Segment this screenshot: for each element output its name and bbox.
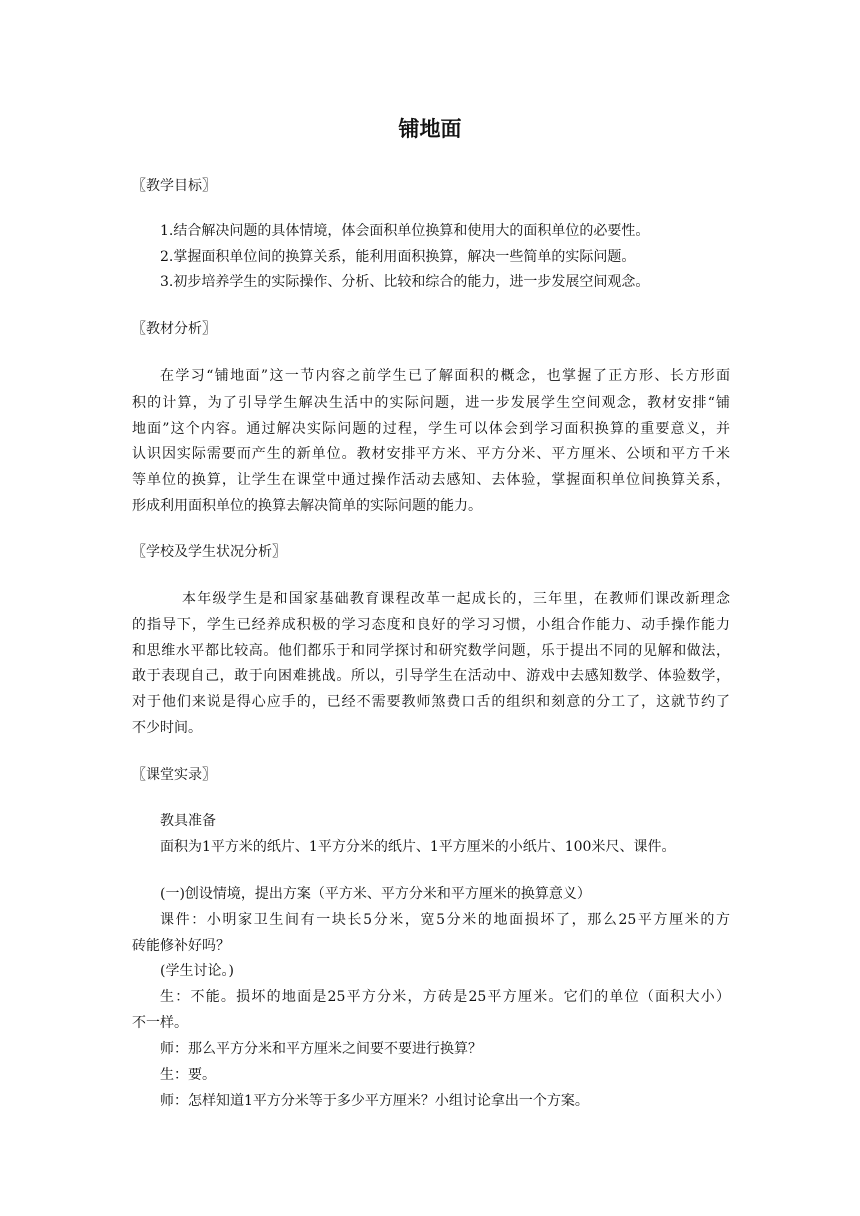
record-heading: 〖课堂实录〗 — [132, 767, 216, 783]
paragraph-line: 地面”这个内容。通过解决实际问题的过程，学生可以体会到学习面积换算的重要意义，并 — [132, 421, 730, 437]
paragraph-line: 不少时间。 — [132, 720, 202, 736]
record-line: 课件：小明家卫生间有一块长5分米，宽5分米的地面损坏了，那么25平方厘米的方 — [160, 912, 730, 928]
paragraph-line: 积的计算，为了引导学生解决生活中的实际问题，进一步发展学生空间观念，教材安排“铺 — [132, 395, 730, 411]
paragraph-line: 本年级学生是和国家基础教育课程改革一起成长的，三年里，在教师们课改新理念 — [182, 591, 730, 607]
goal-item: 3.初步培养学生的实际操作、分析、比较和综合的能力，进一步发展空间观念。 — [160, 274, 650, 290]
material-heading: 〖教材分析〗 — [132, 321, 216, 337]
record-line: 砖能修补好吗？ — [132, 938, 230, 954]
paragraph-line: 和思维水平都比较高。他们都乐于和同学探讨和研究数学问题，乐于提出不同的见解和做法， — [132, 643, 730, 659]
record-line: 师：怎样知道1平方分米等于多少平方厘米？小组讨论拿出一个方案。 — [160, 1093, 589, 1109]
record-line: (一)创设情境，提出方案（平方米、平方分米和平方厘米的换算意义） — [160, 886, 591, 902]
tools-label: 教具准备 — [160, 813, 216, 829]
record-line: 生：不能。损坏的地面是25平方分米，方砖是25平方厘米。它们的单位（面积大小） — [160, 989, 730, 1005]
students-heading: 〖学校及学生状况分析〗 — [132, 544, 286, 560]
page-title: 铺地面 — [398, 117, 462, 141]
tools-list: 面积为1平方米的纸片、1平方分米的纸片、1平方厘米的小纸片、100米尺、课件。 — [160, 839, 676, 855]
paragraph-line: 在学习“铺地面”这一节内容之前学生已了解面积的概念，也掌握了正方形、长方形面 — [160, 368, 730, 384]
goal-item: 1.结合解决问题的具体情境，体会面积单位换算和使用大的面积单位的必要性。 — [160, 223, 650, 239]
paragraph-line: 等单位的换算，让学生在课堂中通过操作活动去感知、去体验，掌握面积单位间换算关系， — [132, 472, 730, 488]
record-line: 师：那么平方分米和平方厘米之间要不要进行换算？ — [160, 1041, 482, 1057]
paragraph-line: 的指导下，学生已经养成积极的学习态度和良好的学习习惯，小组合作能力、动手操作能力 — [132, 617, 730, 633]
goal-item: 2.掌握面积单位间的换算关系，能利用面积换算，解决一些简单的实际问题。 — [160, 249, 636, 265]
paragraph-line: 形成利用面积单位的换算去解决简单的实际问题的能力。 — [132, 498, 482, 514]
paragraph-line: 对于他们来说是得心应手的，已经不需要教师煞费口舌的组织和刻意的分工了，这就节约了 — [132, 694, 730, 710]
paragraph-line: 敢于表现自己，敢于向困难挑战。所以，引导学生在活动中、游戏中去感知数学、体验数学， — [132, 668, 730, 684]
record-line: 不一样。 — [132, 1015, 188, 1031]
goals-heading: 〖教学目标〗 — [132, 178, 216, 194]
paragraph-line: 认识因实际需要而产生的新单位。教材安排平方米、平方分米、平方厘米、公顷和平方千米 — [132, 446, 730, 462]
record-line: (学生讨论。) — [160, 963, 234, 979]
record-line: 生：要。 — [160, 1067, 216, 1083]
